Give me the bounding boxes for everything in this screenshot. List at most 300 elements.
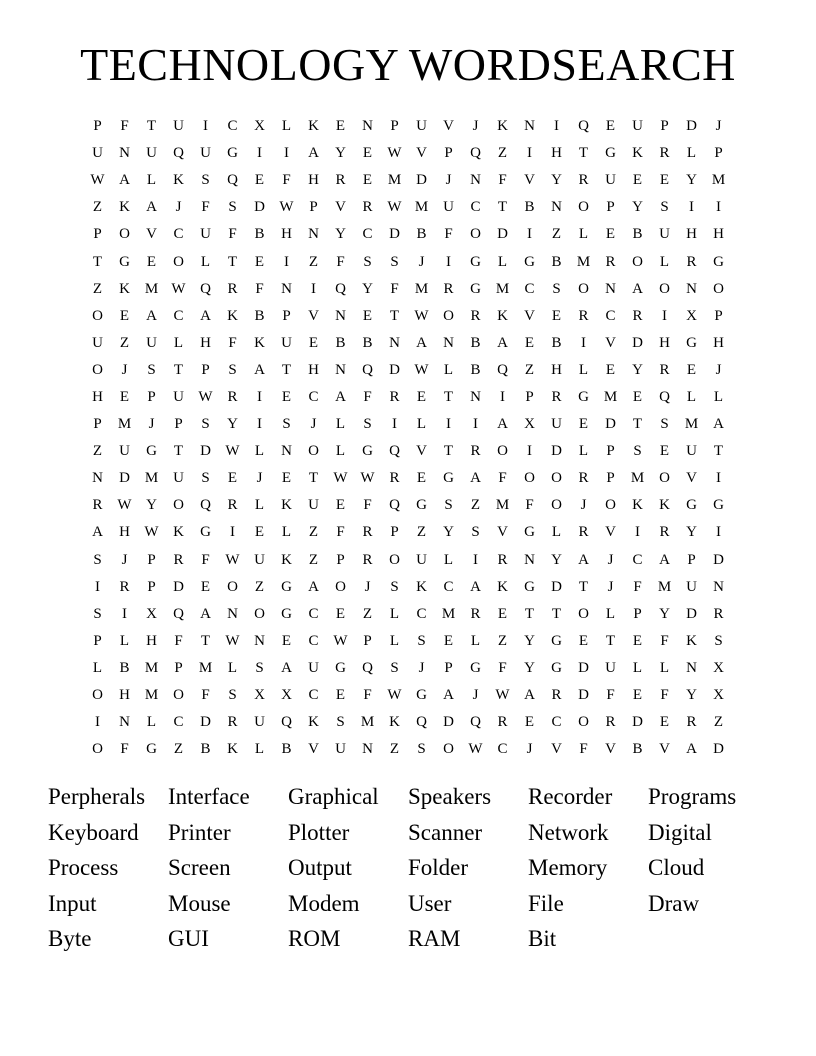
grid-letter: Y: [686, 687, 697, 704]
grid-letter: K: [497, 578, 508, 595]
grid-letter: R: [659, 524, 670, 541]
grid-letter: C: [497, 741, 508, 758]
grid-letter: C: [308, 605, 319, 622]
grid-letter: G: [551, 632, 562, 649]
grid-letter: G: [578, 388, 589, 405]
grid-letter: D: [713, 551, 724, 568]
grid-letter: T: [443, 388, 454, 405]
word-list: [48, 779, 788, 957]
grid-letter: R: [497, 714, 508, 731]
grid-letter: E: [551, 307, 562, 324]
grid-letter: M: [684, 416, 699, 433]
grid-letter: X: [524, 416, 535, 433]
grid-letter: H: [551, 145, 562, 162]
grid-letter: T: [173, 443, 184, 460]
grid-letter: N: [362, 741, 373, 758]
grid-letter: P: [201, 361, 210, 378]
grid-letter: R: [497, 551, 508, 568]
grid-letter: G: [524, 524, 535, 541]
grid-letter: O: [578, 714, 589, 731]
grid-letter: P: [174, 659, 183, 676]
grid-letter: D: [389, 226, 400, 243]
grid-letter: O: [227, 578, 238, 595]
grid-letter: L: [497, 253, 508, 270]
grid-letter: M: [414, 199, 429, 216]
grid-letter: T: [173, 361, 184, 378]
grid-letter: I: [230, 524, 235, 541]
grid-letter: A: [524, 687, 535, 704]
grid-letter: O: [443, 307, 454, 324]
grid-row: [84, 519, 732, 546]
grid-letter: V: [308, 741, 319, 758]
grid-letter: G: [416, 497, 427, 514]
grid-letter: M: [603, 388, 618, 405]
grid-letter: V: [524, 307, 535, 324]
grid-letter: E: [659, 714, 670, 731]
grid-letter: A: [470, 578, 481, 595]
grid-letter: O: [119, 226, 130, 243]
grid-letter: L: [470, 632, 481, 649]
grid-letter: M: [657, 578, 672, 595]
grid-letter: K: [119, 280, 130, 297]
word-list-item: ROM: [288, 926, 341, 952]
grid-letter: H: [308, 172, 319, 189]
letter-grid: [84, 113, 732, 763]
grid-letter: F: [525, 497, 534, 514]
grid-letter: B: [254, 307, 265, 324]
grid-letter: J: [715, 118, 722, 135]
grid-letter: A: [416, 334, 427, 351]
grid-row: [84, 167, 732, 194]
grid-letter: A: [146, 199, 157, 216]
grid-letter: W: [333, 632, 348, 649]
grid-letter: F: [201, 551, 210, 568]
grid-letter: L: [173, 334, 184, 351]
grid-letter: P: [282, 307, 291, 324]
grid-letter: N: [713, 578, 724, 595]
grid-letter: S: [552, 280, 561, 297]
grid-letter: R: [686, 253, 697, 270]
grid-letter: D: [389, 361, 400, 378]
grid-letter: T: [605, 632, 616, 649]
grid-letter: R: [551, 388, 562, 405]
grid-letter: Q: [281, 714, 292, 731]
grid-letter: U: [146, 145, 157, 162]
grid-letter: R: [92, 497, 103, 514]
grid-letter: E: [335, 687, 346, 704]
grid-letter: S: [390, 578, 399, 595]
grid-letter: K: [389, 714, 400, 731]
grid-letter: E: [416, 388, 427, 405]
grid-row: [84, 276, 732, 303]
grid-letter: Q: [659, 388, 670, 405]
grid-letter: I: [257, 145, 262, 162]
grid-letter: T: [632, 416, 643, 433]
grid-letter: K: [227, 307, 238, 324]
grid-row: [84, 655, 732, 682]
grid-letter: L: [119, 632, 130, 649]
grid-letter: S: [633, 443, 642, 460]
grid-letter: O: [92, 361, 103, 378]
grid-letter: X: [281, 687, 292, 704]
grid-letter: K: [281, 551, 292, 568]
grid-letter: R: [227, 280, 238, 297]
grid-letter: R: [362, 551, 373, 568]
grid-letter: E: [335, 118, 346, 135]
grid-letter: P: [336, 551, 345, 568]
grid-letter: F: [579, 741, 588, 758]
grid-letter: R: [578, 172, 589, 189]
grid-letter: Y: [335, 226, 346, 243]
grid-letter: O: [173, 253, 184, 270]
grid-letter: F: [660, 687, 669, 704]
grid-letter: Q: [416, 714, 427, 731]
grid-letter: N: [443, 334, 454, 351]
grid-letter: G: [443, 470, 454, 487]
grid-letter: I: [473, 551, 478, 568]
grid-letter: R: [389, 470, 400, 487]
grid-letter: H: [200, 334, 211, 351]
grid-letter: M: [144, 687, 159, 704]
word-list-item: Cloud: [648, 855, 705, 881]
grid-letter: I: [284, 145, 289, 162]
word-list-item: Recorder: [528, 784, 613, 809]
grid-row: [84, 574, 732, 601]
grid-letter: P: [309, 199, 318, 216]
grid-row: [84, 248, 732, 275]
grid-letter: F: [498, 470, 507, 487]
grid-letter: M: [495, 497, 510, 514]
grid-letter: R: [119, 578, 130, 595]
grid-letter: G: [551, 659, 562, 676]
grid-letter: F: [363, 388, 372, 405]
grid-letter: S: [255, 659, 264, 676]
grid-letter: I: [716, 199, 721, 216]
grid-letter: B: [470, 334, 481, 351]
grid-row: [84, 628, 732, 655]
grid-letter: T: [227, 253, 238, 270]
word-list-item: Byte: [48, 926, 92, 952]
word-list-item: Speakers: [408, 784, 492, 809]
grid-letter: M: [144, 659, 159, 676]
grid-letter: D: [443, 714, 454, 731]
grid-letter: V: [416, 145, 427, 162]
grid-letter: A: [686, 741, 697, 758]
grid-letter: F: [633, 578, 642, 595]
grid-letter: B: [551, 334, 562, 351]
grid-letter: Q: [389, 497, 400, 514]
grid-letter: R: [713, 605, 724, 622]
grid-letter: R: [362, 199, 373, 216]
grid-letter: G: [281, 578, 292, 595]
grid-letter: B: [254, 226, 265, 243]
word-list-item: Mouse: [168, 890, 231, 916]
grid-row: [84, 194, 732, 221]
grid-letter: P: [606, 199, 615, 216]
grid-letter: V: [551, 741, 562, 758]
grid-letter: U: [605, 172, 616, 189]
grid-letter: Q: [497, 361, 508, 378]
grid-letter: I: [257, 416, 262, 433]
word-list-item: Plotter: [288, 819, 350, 845]
grid-letter: Z: [497, 632, 508, 649]
word-list-item: Graphical: [288, 784, 379, 809]
grid-letter: B: [416, 226, 427, 243]
grid-letter: I: [635, 524, 640, 541]
grid-letter: J: [310, 416, 317, 433]
grid-row: [84, 384, 732, 411]
grid-letter: J: [715, 361, 722, 378]
word-list-item: Process: [48, 855, 119, 881]
grid-letter: W: [360, 470, 375, 487]
grid-letter: M: [630, 470, 645, 487]
grid-letter: S: [93, 551, 102, 568]
grid-letter: S: [417, 632, 426, 649]
grid-letter: A: [497, 334, 508, 351]
grid-letter: F: [228, 334, 237, 351]
grid-letter: M: [387, 172, 402, 189]
grid-letter: T: [578, 145, 589, 162]
grid-letter: C: [443, 578, 454, 595]
grid-letter: M: [414, 280, 429, 297]
grid-letter: Z: [308, 253, 319, 270]
grid-letter: Z: [470, 497, 481, 514]
grid-letter: L: [551, 524, 562, 541]
grid-letter: N: [470, 388, 481, 405]
grid-letter: Y: [659, 605, 670, 622]
grid-letter: L: [146, 714, 157, 731]
grid-letter: V: [659, 741, 670, 758]
grid-letter: J: [418, 659, 425, 676]
grid-letter: D: [686, 605, 697, 622]
grid-letter: U: [119, 443, 130, 460]
grid-letter: Z: [308, 551, 319, 568]
grid-letter: Q: [335, 280, 346, 297]
grid-letter: U: [632, 118, 643, 135]
grid-letter: J: [580, 497, 587, 514]
grid-letter: C: [308, 687, 319, 704]
grid-letter: I: [311, 280, 316, 297]
grid-letter: U: [551, 416, 562, 433]
word-list-item: Bit: [528, 926, 557, 952]
grid-letter: A: [200, 307, 211, 324]
grid-letter: V: [335, 199, 346, 216]
grid-letter: F: [255, 280, 264, 297]
grid-letter: V: [416, 443, 427, 460]
grid-letter: K: [659, 497, 670, 514]
grid-letter: B: [632, 741, 643, 758]
grid-letter: Q: [200, 497, 211, 514]
grid-letter: A: [470, 470, 481, 487]
grid-letter: G: [281, 605, 292, 622]
grid-letter: G: [686, 497, 697, 514]
grid-letter: H: [551, 361, 562, 378]
grid-letter: N: [281, 280, 292, 297]
grid-letter: N: [119, 145, 130, 162]
grid-letter: S: [363, 416, 372, 433]
grid-letter: I: [473, 416, 478, 433]
grid-letter: J: [121, 551, 128, 568]
grid-letter: P: [147, 388, 156, 405]
grid-letter: J: [256, 470, 263, 487]
grid-letter: Z: [92, 199, 103, 216]
grid-letter: L: [713, 388, 724, 405]
grid-letter: Y: [443, 524, 454, 541]
grid-letter: W: [90, 172, 105, 189]
grid-letter: W: [198, 388, 213, 405]
grid-letter: L: [254, 443, 265, 460]
grid-letter: U: [659, 226, 670, 243]
grid-letter: O: [308, 443, 319, 460]
grid-letter: R: [659, 145, 670, 162]
grid-letter: S: [336, 714, 345, 731]
grid-letter: X: [713, 659, 724, 676]
grid-letter: L: [389, 605, 400, 622]
grid-letter: E: [362, 307, 373, 324]
grid-letter: K: [254, 334, 265, 351]
grid-letter: E: [254, 253, 265, 270]
grid-letter: I: [446, 416, 451, 433]
grid-letter: G: [362, 443, 373, 460]
grid-letter: Z: [308, 524, 319, 541]
grid-letter: I: [284, 253, 289, 270]
grid-letter: P: [606, 443, 615, 460]
grid-letter: Y: [632, 199, 643, 216]
grid-letter: Q: [362, 361, 373, 378]
grid-letter: E: [200, 578, 211, 595]
grid-letter: Y: [335, 145, 346, 162]
grid-letter: N: [308, 226, 319, 243]
grid-letter: V: [497, 524, 508, 541]
grid-letter: L: [227, 659, 238, 676]
grid-letter: Z: [92, 280, 103, 297]
grid-letter: N: [686, 659, 697, 676]
page-title: TECHNOLOGY WORDSEARCH: [80, 39, 736, 90]
grid-letter: J: [175, 199, 182, 216]
grid-letter: P: [93, 226, 102, 243]
grid-row: [84, 709, 732, 736]
grid-letter: I: [527, 226, 532, 243]
grid-letter: G: [200, 524, 211, 541]
grid-letter: Y: [632, 361, 643, 378]
grid-letter: X: [686, 307, 697, 324]
grid-letter: V: [443, 118, 454, 135]
grid-letter: J: [526, 741, 533, 758]
grid-letter: U: [173, 470, 184, 487]
word-list-item: Memory: [528, 855, 608, 881]
grid-letter: J: [607, 551, 614, 568]
grid-letter: A: [200, 605, 211, 622]
grid-row: [84, 492, 732, 519]
grid-letter: Z: [254, 578, 265, 595]
grid-letter: R: [605, 714, 616, 731]
grid-letter: C: [470, 199, 481, 216]
word-list-item: Screen: [168, 855, 231, 881]
grid-letter: Z: [362, 605, 373, 622]
grid-letter: M: [144, 280, 159, 297]
grid-letter: D: [713, 741, 724, 758]
grid-letter: F: [336, 253, 345, 270]
grid-letter: O: [335, 578, 346, 595]
grid-letter: V: [605, 334, 616, 351]
grid-letter: G: [605, 145, 616, 162]
grid-letter: F: [282, 172, 291, 189]
grid-letter: O: [470, 226, 481, 243]
grid-letter: T: [200, 632, 211, 649]
grid-letter: U: [254, 714, 265, 731]
grid-letter: D: [497, 226, 508, 243]
grid-letter: O: [551, 497, 562, 514]
grid-letter: E: [497, 605, 508, 622]
grid-letter: X: [254, 687, 265, 704]
grid-letter: N: [605, 280, 616, 297]
grid-letter: O: [551, 470, 562, 487]
grid-letter: F: [363, 687, 372, 704]
grid-letter: Q: [200, 280, 211, 297]
grid-letter: Q: [362, 659, 373, 676]
grid-letter: M: [117, 416, 132, 433]
grid-letter: Z: [119, 334, 130, 351]
grid-letter: O: [632, 253, 643, 270]
grid-letter: Z: [497, 145, 508, 162]
grid-letter: R: [470, 443, 481, 460]
grid-letter: R: [443, 280, 454, 297]
grid-letter: U: [686, 578, 697, 595]
grid-letter: J: [445, 172, 452, 189]
grid-letter: U: [308, 497, 319, 514]
grid-letter: Z: [416, 524, 427, 541]
grid-letter: V: [686, 470, 697, 487]
grid-letter: J: [418, 253, 425, 270]
grid-letter: F: [606, 687, 615, 704]
grid-letter: E: [281, 470, 292, 487]
grid-letter: E: [605, 226, 616, 243]
grid-letter: A: [443, 687, 454, 704]
grid-letter: K: [497, 118, 508, 135]
grid-letter: S: [444, 497, 453, 514]
grid-letter: C: [308, 388, 319, 405]
grid-letter: S: [282, 416, 291, 433]
grid-letter: A: [308, 578, 319, 595]
grid-letter: N: [254, 632, 265, 649]
grid-letter: H: [92, 388, 103, 405]
grid-letter: Y: [227, 416, 238, 433]
grid-letter: R: [632, 307, 643, 324]
grid-letter: E: [605, 361, 616, 378]
grid-letter: V: [308, 307, 319, 324]
grid-letter: W: [279, 199, 294, 216]
grid-letter: M: [576, 253, 591, 270]
grid-letter: G: [146, 443, 157, 460]
grid-letter: P: [606, 470, 615, 487]
grid-letter: H: [713, 226, 724, 243]
grid-letter: T: [578, 578, 589, 595]
grid-letter: I: [95, 578, 100, 595]
word-list-item: Output: [288, 855, 352, 881]
grid-row: [84, 357, 732, 384]
grid-letter: R: [578, 307, 589, 324]
grid-letter: V: [605, 524, 616, 541]
grid-letter: F: [120, 741, 129, 758]
grid-letter: Y: [362, 280, 373, 297]
grid-letter: D: [200, 714, 211, 731]
grid-letter: E: [632, 632, 643, 649]
grid-row: [84, 465, 732, 492]
grid-letter: A: [497, 416, 508, 433]
grid-letter: E: [362, 172, 373, 189]
grid-letter: L: [389, 632, 400, 649]
grid-letter: G: [416, 687, 427, 704]
